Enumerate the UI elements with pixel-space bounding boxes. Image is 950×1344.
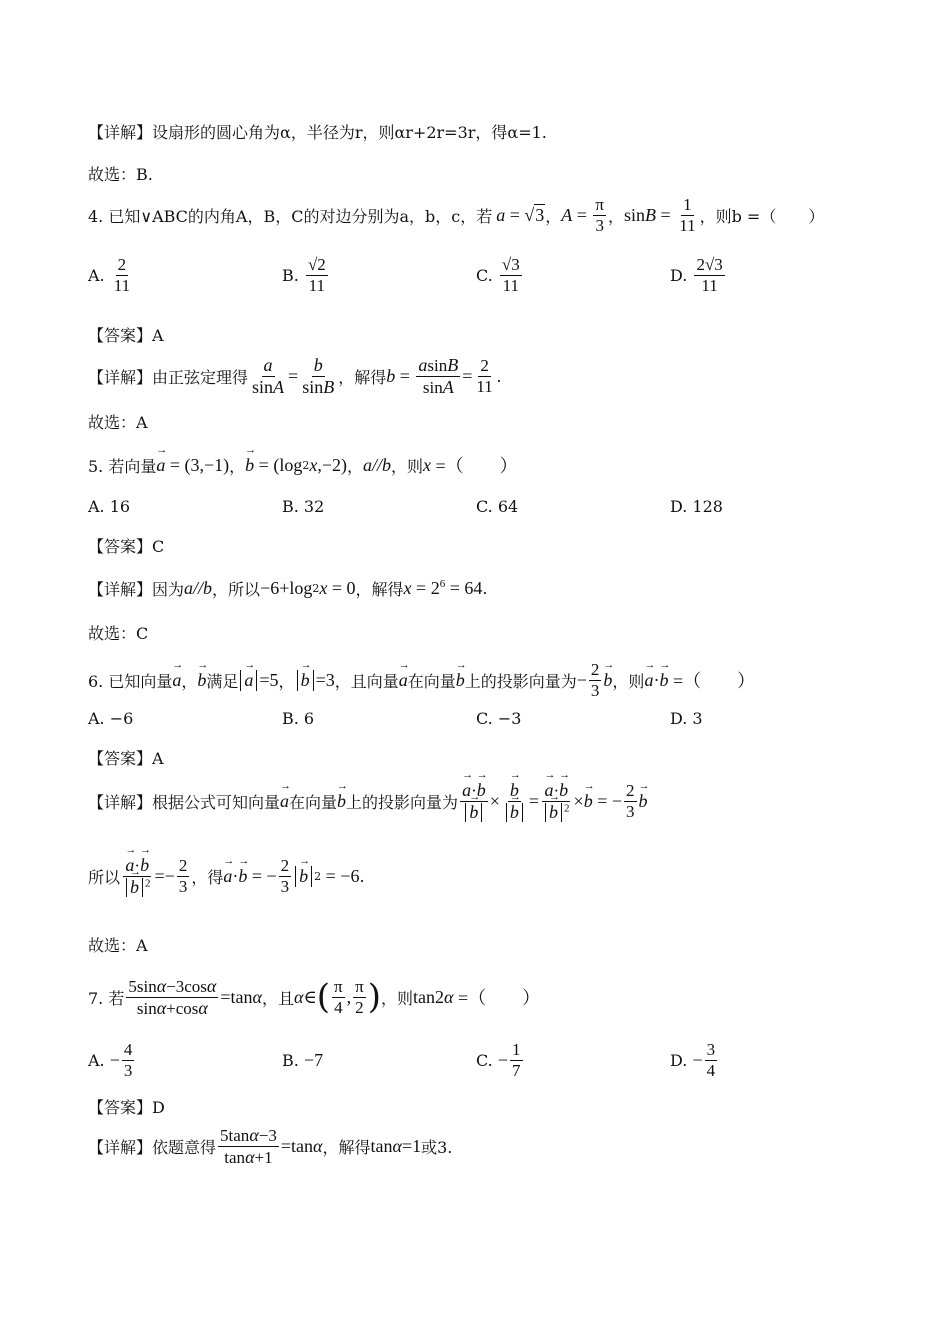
q4-option-b[interactable]: B. $\frac{√2}{11}$ <box>282 255 326 295</box>
q5-answer: 【答案】C <box>88 537 165 556</box>
detail-text: 设扇形的圆心角为α，半径为r，则αr+2r=3r，得α=1. <box>152 123 547 142</box>
q4-stem-b: ，则b =（ ） <box>699 206 825 226</box>
q4-choose: 故选：A <box>88 413 148 432</box>
q4-option-c[interactable]: C. $\frac{√3}{11}$ <box>476 255 520 295</box>
q4-option-a[interactable]: A. $\frac{2}{11}$ <box>88 255 131 295</box>
q6-option-b[interactable]: B. 6 <box>282 709 315 728</box>
detail-tag: 【详解】 <box>88 123 153 142</box>
q5-option-b[interactable]: B. 32 <box>282 497 325 516</box>
q6-option-a[interactable]: A. −6 <box>88 709 134 728</box>
q6-detail-2: 所以 → a·→ b → b $^2$ =− $\frac{2}{3}$ ，得 → a · → b = − $\frac{2}{3}$ → b 2 = −6 . <box>88 855 365 897</box>
q6-choose: 故选：A <box>88 936 148 955</box>
q6-option-c[interactable]: C. −3 <box>476 709 522 728</box>
q7-option-a[interactable]: A. − $\frac{4}{3}$ <box>88 1040 133 1080</box>
q6-answer: 【答案】A <box>88 749 164 768</box>
q5-option-a[interactable]: A. 16 <box>88 497 131 516</box>
q7-option-c[interactable]: C. − $\frac{1}{7}$ <box>476 1040 521 1080</box>
q4-stem-a: 4. 已知∨ABC的内角A，B，C的对边分别为a，b，c，若 <box>88 206 493 226</box>
q7-answer: 【答案】D <box>88 1098 165 1117</box>
question-6-stem: 6. 已知向量 → a ， → b 满足 → a =5 ， → b =3 ，且向量 → a 在向量 → b 上的投影向量为 − $\frac{2}{3}$ → b ，则 → a · → b =（ ） <box>88 660 755 700</box>
q5-choose: 故选：C <box>88 624 149 643</box>
q4-detail: 【详解】 由正弦定理得 $\frac{a}{\sin A}$ = $\frac{b}{\sin B}$ ，解得 b = $\frac{asinB}{\sin A}$ = $\frac{2}{11}$ . <box>88 355 502 397</box>
question-7-stem: 7. 若 $\frac{5\sin\alpha-3\cos\alpha}{\sin\alpha+\cos\alpha}$ =tan α ，且 α ∈ ( $\frac{\pi}{4}$ , $\frac{\pi}{2}$ ) ，则 tan2 α =（ ） <box>88 976 541 1018</box>
question-4-stem: 4. 已知∨ABC的内角A，B，C的对边分别为a，b，c，若 a = √ 3 ， A = $\frac{\pi}{3}$ ， sin B = $\frac{1}{11}$ ，则b =（ ） <box>88 195 825 235</box>
q7-detail: 【详解】 依题意得 $\frac{5\tan\alpha-3}{\tan\alpha+1}$ =tan α ，解得 tan α =1 或3. <box>88 1125 453 1167</box>
q7-option-b[interactable]: B. −7 <box>282 1050 324 1070</box>
q5-detail: 【详解】 因为 a//b ，所以 −6+log 2 x = 0 ，解得 x = $2^6 = 64$ . <box>88 578 488 599</box>
q4-answer: 【答案】A <box>88 326 164 345</box>
question-5-stem: 5. 若向量 → a = (3,−1) ， → b = (log 2 x ,−2) ， a//b ，则 x =（ ） <box>88 452 518 478</box>
q4-option-d[interactable]: D. $\frac{2√3}{11}$ <box>670 255 723 295</box>
choose-line-q3: 故选：B. <box>88 165 153 184</box>
q5-option-c[interactable]: C. 64 <box>476 497 519 516</box>
q6-detail-1: 【详解】 根据公式可知向量 → a 在向量 → b 上的投影向量为 → a·→ b → b × → b → b = → a·→ b → b $^2$ × → b = − $\frac{2}{3}$ → b <box>88 780 648 822</box>
q7-option-d[interactable]: D. − $\frac{3}{4}$ <box>670 1040 716 1080</box>
detail-line-q3 <box>88 120 547 143</box>
q5-option-d[interactable]: D. 128 <box>670 497 723 516</box>
q6-option-d[interactable]: D. 3 <box>670 709 703 728</box>
